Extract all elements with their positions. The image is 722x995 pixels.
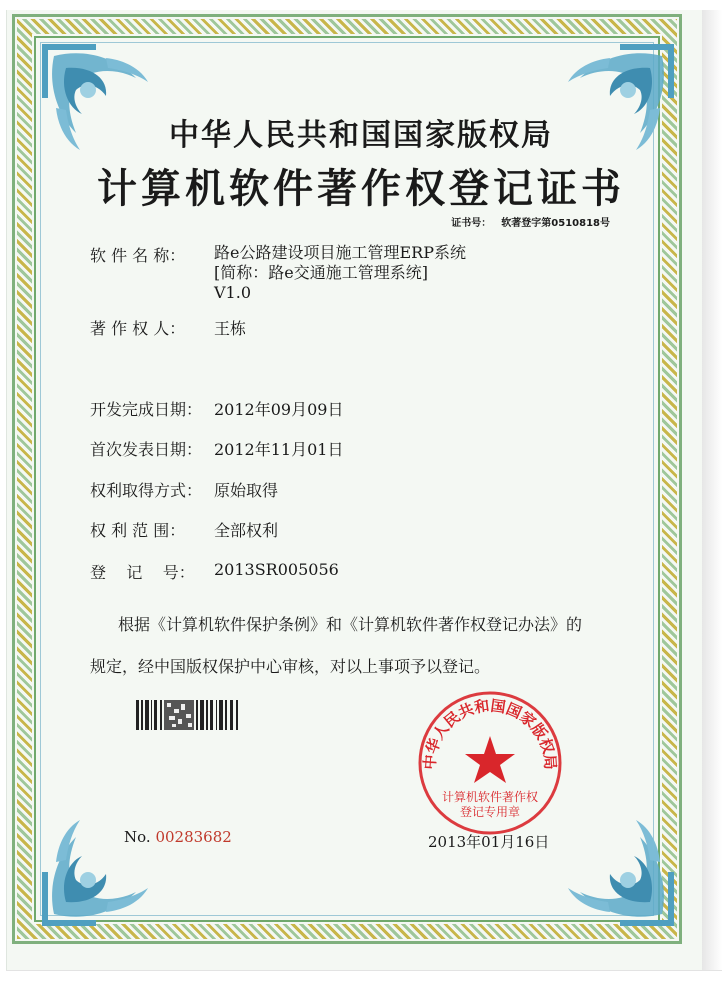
official-seal-icon: [415, 688, 565, 838]
field-completion-date: [90, 397, 343, 420]
seal-inner-line-2: 登记专用章: [459, 805, 521, 819]
certificate-number-label: 证书号：: [451, 218, 492, 229]
field-acquisition: [90, 478, 278, 501]
field-value: 2013SR005056: [214, 560, 339, 579]
field-registration-number: [90, 560, 339, 583]
seal-inner-line-1: 计算机软件著作权: [441, 790, 539, 804]
field-label: 开发完成日期：: [90, 400, 203, 419]
certificate-number-value: 软著登字第0510818号: [501, 218, 610, 229]
issue-date: 2013年01月16日: [428, 833, 550, 851]
field-publication-date: [90, 437, 343, 460]
serial-number: [124, 828, 232, 846]
field-scope: [90, 518, 278, 541]
barcode-icon: [136, 700, 240, 730]
field-label: 权利取得方式：: [90, 481, 203, 500]
body-text-line-1: 根据《计算机软件保护条例》和《计算机软件著作权登记办法》的: [118, 615, 583, 634]
field-label: 登 记 号：: [90, 563, 195, 582]
corner-ornament-icon: [560, 812, 680, 932]
scan-edge-bottom: [6, 970, 722, 995]
field-value: 原始取得: [214, 481, 279, 500]
field-label: 软 件 名 称：: [90, 246, 186, 265]
software-version-line: V1.0: [214, 283, 251, 302]
software-short-name-line: [简称：路e交通施工管理系统]: [214, 263, 428, 282]
field-value: 2012年09月09日: [214, 400, 344, 419]
body-text-line-2: 规定，经中国版权保护中心审核，对以上事项予以登记。: [90, 657, 491, 676]
serial-prefix: No.: [124, 828, 151, 846]
issuing-authority: 中华人民共和国国家版权局: [169, 118, 553, 153]
scan-edge-right: [702, 10, 722, 994]
serial-value: 00283682: [155, 828, 232, 846]
field-label: 著 作 权 人：: [90, 319, 186, 338]
seal-ring-text: 中华人民共和国国家版权局: [420, 696, 560, 771]
field-label: 首次发表日期：: [90, 440, 203, 459]
field-value: 全部权利: [214, 521, 279, 540]
field-owner: [90, 316, 246, 339]
certificate-number: [441, 214, 610, 229]
software-name-line: 路e公路建设项目施工管理ERP系统: [214, 243, 466, 262]
field-software-name: [90, 243, 466, 303]
field-value: 2012年11月01日: [214, 440, 344, 459]
field-value: 王栋: [214, 319, 247, 338]
certificate-title: 计算机软件著作权登记证书: [97, 165, 625, 212]
field-label: 权 利 范 围：: [90, 521, 186, 540]
